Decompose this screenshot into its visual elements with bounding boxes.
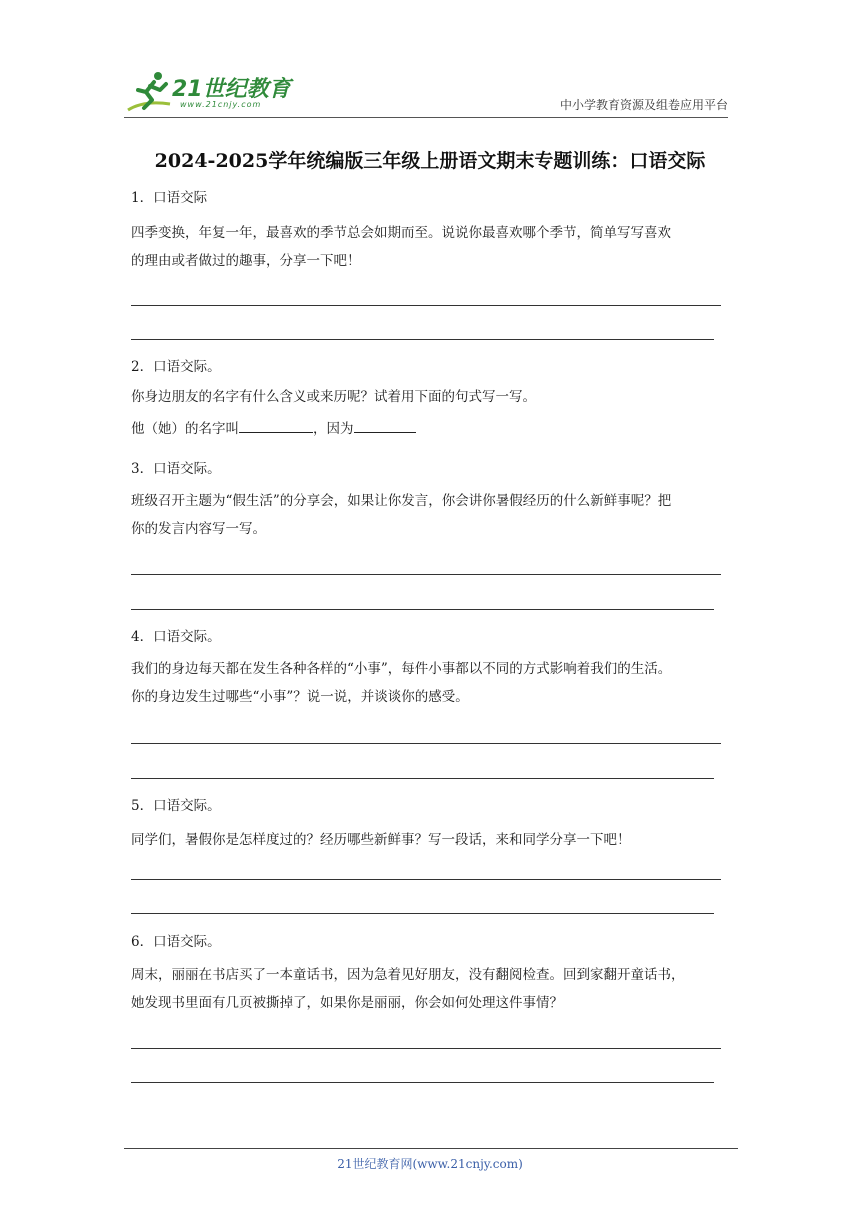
fill-blank[interactable] (239, 418, 313, 433)
question-text: 她发现书里面有几页被撕掉了，如果你是丽丽，你会如何处理这件事情？ (131, 995, 563, 1011)
question-heading: 3．口语交际。 (131, 461, 221, 477)
header-divider (124, 117, 728, 118)
page-title: 2024-2025学年统编版三年级上册语文期末专题训练：口语交际 (154, 150, 706, 172)
answer-line[interactable] (131, 1082, 714, 1083)
logo-text: 21世纪教育 (172, 77, 291, 102)
answer-line[interactable] (131, 305, 721, 306)
answer-line[interactable] (131, 339, 714, 340)
answer-line[interactable] (131, 778, 714, 779)
answer-line[interactable] (131, 743, 721, 744)
fill-blank[interactable] (354, 418, 416, 433)
answer-line[interactable] (131, 1048, 721, 1049)
question-text: 我们的身边每天都在发生各种各样的“小事”，每件小事都以不同的方式影响着我们的生活。 (131, 661, 672, 677)
question-text: 班级召开主题为“假生活”的分享会，如果让你发言，你会讲你暑假经历的什么新鲜事呢？把 (131, 493, 672, 509)
question-2 (131, 357, 731, 443)
question-6 (131, 932, 731, 1017)
question-text: 四季变换，年复一年，最喜欢的季节总会如期而至。说说你最喜欢哪个季节，简单写写喜欢 (131, 225, 671, 241)
question-text: 的理由或者做过的趣事，分享一下吧！ (131, 253, 361, 269)
sentence-part: 他（她）的名字叫 (131, 421, 239, 437)
answer-line[interactable] (131, 574, 721, 575)
sentence-part: ，因为 (313, 421, 354, 437)
question-4 (131, 627, 731, 711)
logo (124, 70, 294, 116)
question-heading: 6．口语交际。 (131, 934, 221, 950)
answer-line[interactable] (131, 879, 721, 880)
question-heading: 4．口语交际。 (131, 629, 221, 645)
answer-line[interactable] (131, 913, 714, 914)
question-text: 周末，丽丽在书店买了一本童话书，因为急着见好朋友，没有翻阅检查。回到家翻开童话书， (131, 967, 685, 983)
question-3 (131, 459, 731, 543)
header-tagline: 中小学教育资源及组卷应用平台 (559, 98, 728, 112)
question-text: 同学们，暑假你是怎样度过的？经历哪些新鲜事？写一段话，来和同学分享一下吧！ (131, 832, 631, 848)
fill-in-sentence (131, 415, 731, 443)
question-text: 你的发言内容写一写。 (131, 521, 266, 537)
footer-divider (124, 1148, 738, 1149)
page-header (124, 62, 728, 118)
question-heading: 1．口语交际 (131, 190, 208, 206)
question-heading: 5．口语交际。 (131, 798, 221, 814)
answer-line[interactable] (131, 609, 714, 610)
question-5 (131, 796, 731, 854)
question-1 (131, 188, 731, 275)
runner-icon (124, 70, 176, 116)
question-heading: 2．口语交际。 (131, 359, 221, 375)
question-text: 你的身边发生过哪些“小事”？说一说，并谈谈你的感受。 (131, 689, 469, 705)
logo-url: www.21cnjy.com (180, 100, 262, 109)
question-text: 你身边朋友的名字有什么含义或来历呢？试着用下面的句式写一写。 (131, 389, 536, 405)
page-footer: 21世纪教育网(www.21cnjy.com) (337, 1157, 523, 1171)
